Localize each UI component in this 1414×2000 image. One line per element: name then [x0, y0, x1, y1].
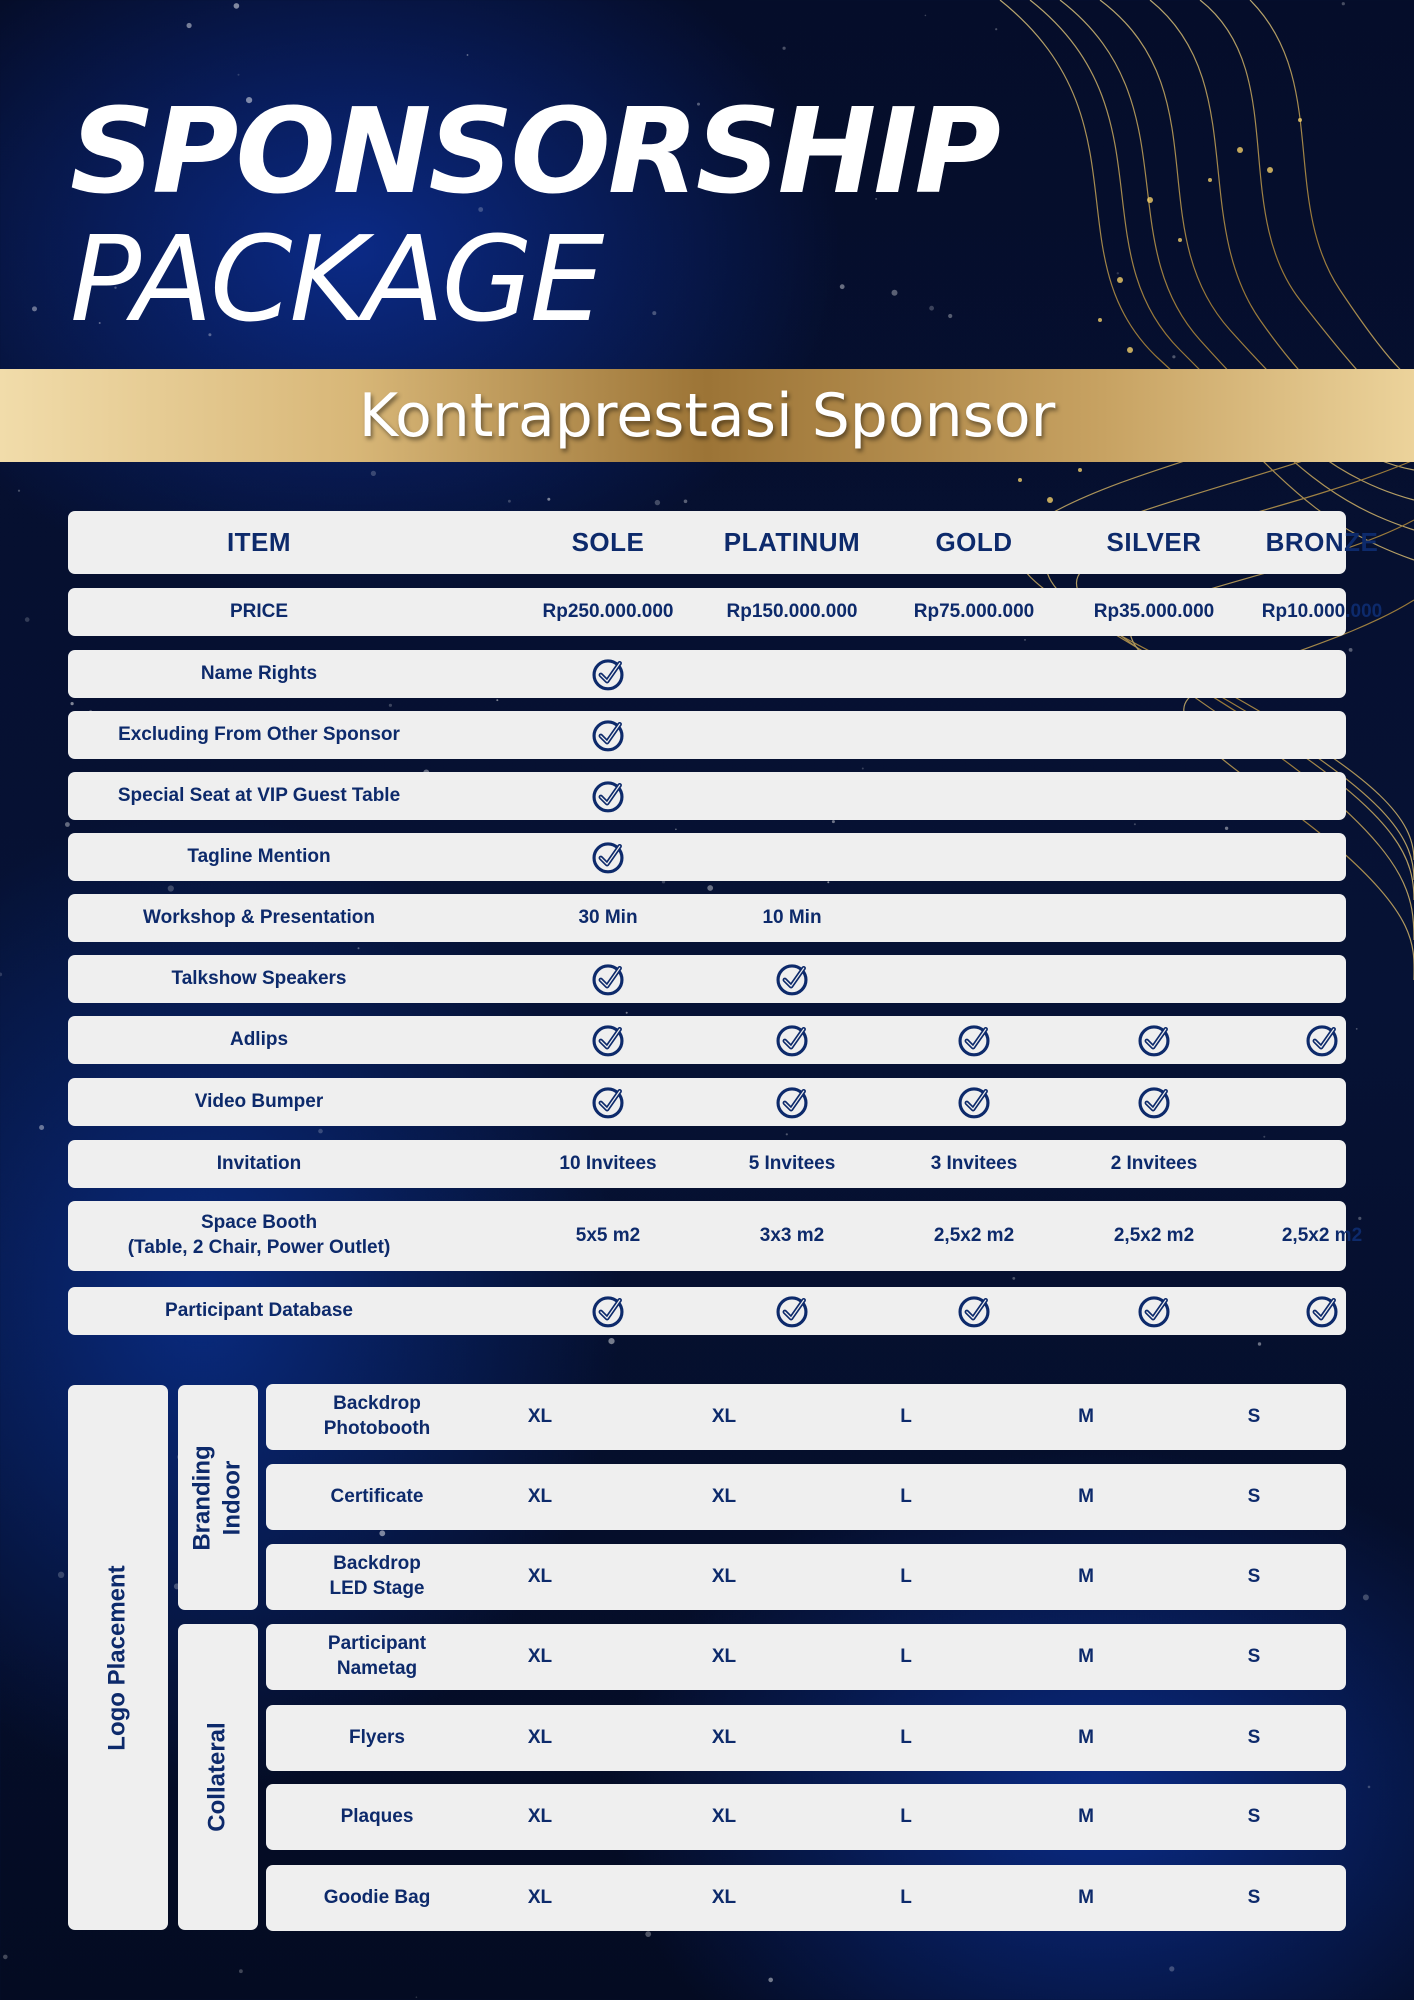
row-label: Workshop & Presentation	[143, 906, 375, 928]
bronze-check-cell	[1182, 1016, 1414, 1064]
platinum-size: XL	[711, 1565, 737, 1587]
table-row	[68, 1016, 1346, 1064]
gold-size: L	[900, 1886, 912, 1908]
sole-size: XL	[527, 1565, 553, 1587]
check-circle-icon	[1304, 1293, 1340, 1329]
silver-size: M	[1078, 1805, 1094, 1827]
collateral-label-box	[178, 1624, 258, 1930]
collateral-label: Collateral	[204, 1722, 231, 1832]
header-silver: SILVER	[1106, 526, 1202, 557]
silver-value: 2 Invitees	[1110, 1152, 1198, 1174]
table-row	[68, 1140, 1346, 1188]
section-banner	[0, 369, 1414, 462]
platinum-value: 5 Invitees	[748, 1152, 836, 1174]
table-row	[68, 1078, 1346, 1126]
space-booth-gold: 2,5x2 m2	[933, 1224, 1015, 1246]
space-booth-bronze: 2,5x2 m2	[1281, 1224, 1363, 1246]
price-sole: Rp250.000.000	[542, 600, 674, 622]
silver-size: M	[1078, 1485, 1094, 1507]
silver-size: M	[1078, 1565, 1094, 1587]
logo-placement-label: Logo Placement	[104, 1564, 131, 1751]
bronze-value	[1182, 1078, 1414, 1126]
bronze-size: S	[1247, 1485, 1261, 1507]
row-label-line1: Participant	[327, 1633, 427, 1655]
sole-size: XL	[527, 1886, 553, 1908]
bronze-value	[1182, 1140, 1414, 1188]
bronze-value	[1182, 833, 1414, 881]
check-circle-icon	[590, 1293, 626, 1329]
check-circle-icon	[956, 1293, 992, 1329]
check-circle-icon	[590, 778, 626, 814]
branding-indoor-label	[188, 1445, 248, 1550]
bronze-size: S	[1247, 1805, 1261, 1827]
header-sole: SOLE	[571, 526, 645, 557]
gold-size: L	[900, 1405, 912, 1427]
row-label-line1: Flyers	[349, 1726, 405, 1748]
bronze-size: S	[1247, 1726, 1261, 1748]
check-circle-icon	[1136, 1084, 1172, 1120]
branding-label-line2: Indoor	[219, 1460, 247, 1535]
row-label-line1: Goodie Bag	[323, 1886, 431, 1908]
check-circle-icon	[774, 1293, 810, 1329]
sole-value: 30 Min	[578, 906, 638, 928]
silver-size: M	[1078, 1405, 1094, 1427]
sole-size: XL	[527, 1805, 553, 1827]
check-circle-icon	[1136, 1293, 1172, 1329]
row-label: Invitation	[216, 1152, 302, 1174]
banner-title: Kontraprestasi Sponsor	[358, 380, 1056, 451]
page-title-line2: PACKAGE	[70, 210, 602, 348]
platinum-size: XL	[711, 1485, 737, 1507]
bronze-value	[1182, 894, 1414, 942]
bronze-size: S	[1247, 1565, 1261, 1587]
check-circle-icon	[1136, 1022, 1172, 1058]
check-circle-icon	[590, 1022, 626, 1058]
logo-placement-row	[266, 1464, 1346, 1530]
row-label: Participant Database	[165, 1299, 353, 1321]
space-booth-sole: 5x5 m2	[575, 1224, 641, 1246]
page-title-line1: SPONSORSHIP	[70, 82, 998, 220]
price-platinum: Rp150.000.000	[726, 600, 858, 622]
row-label-line1: Space Booth	[200, 1212, 318, 1234]
silver-size: M	[1078, 1886, 1094, 1908]
logo-placement-row	[266, 1624, 1346, 1690]
branding-label-line1: Branding	[189, 1444, 217, 1551]
check-circle-icon	[590, 839, 626, 875]
sole-size: XL	[527, 1726, 553, 1748]
row-label-line1: Certificate	[330, 1485, 424, 1507]
header-platinum: PLATINUM	[723, 526, 861, 557]
price-row	[68, 588, 1383, 636]
logo-placement-row	[266, 1544, 1346, 1610]
gold-size: L	[900, 1565, 912, 1587]
check-circle-icon	[590, 717, 626, 753]
check-circle-icon	[590, 1084, 626, 1120]
bronze-value	[1182, 650, 1414, 698]
platinum-size: XL	[711, 1886, 737, 1908]
check-circle-icon	[590, 961, 626, 997]
row-label-line2: Nametag	[336, 1658, 418, 1679]
check-circle-icon	[956, 1022, 992, 1058]
table-row	[68, 833, 1346, 881]
sole-size: XL	[527, 1405, 553, 1427]
platinum-size: XL	[711, 1645, 737, 1667]
logo-placement-row	[266, 1705, 1346, 1771]
logo-placement-row	[266, 1784, 1346, 1850]
gold-size: L	[900, 1805, 912, 1827]
logo-placement-row	[266, 1865, 1346, 1931]
table-row	[68, 711, 1346, 759]
platinum-size: XL	[711, 1805, 737, 1827]
logo-placement-label-box	[68, 1385, 168, 1930]
row-label: PRICE	[229, 600, 289, 622]
header-bronze: BRONZE	[1265, 526, 1379, 557]
space-booth-row	[68, 1201, 1363, 1271]
row-label	[68, 1201, 450, 1271]
row-label-line1: Backdrop	[333, 1553, 421, 1575]
gold-value: 3 Invitees	[930, 1152, 1018, 1174]
check-circle-icon	[590, 656, 626, 692]
participant-database-row	[68, 1287, 1346, 1335]
platinum-size: XL	[711, 1405, 737, 1427]
table-row	[68, 772, 1346, 820]
sole-size: XL	[527, 1485, 553, 1507]
sole-value: 10 Invitees	[559, 1152, 657, 1174]
silver-size: M	[1078, 1726, 1094, 1748]
bronze-size: S	[1247, 1405, 1261, 1427]
row-label-line2: Photobooth	[323, 1418, 431, 1439]
check-circle-icon	[774, 1022, 810, 1058]
row-label-line1: Backdrop	[333, 1393, 421, 1415]
row-label: Talkshow Speakers	[171, 967, 347, 989]
gold-size: L	[900, 1645, 912, 1667]
space-booth-platinum: 3x3 m2	[759, 1224, 825, 1246]
platinum-size: XL	[711, 1726, 737, 1748]
bronze-value	[1182, 955, 1414, 1003]
table-row	[68, 955, 1346, 1003]
row-label: Adlips	[229, 1028, 289, 1050]
silver-size: M	[1078, 1645, 1094, 1667]
price-bronze: Rp10.000.000	[1261, 600, 1383, 622]
logo-placement-row	[266, 1384, 1346, 1450]
price-gold: Rp75.000.000	[913, 600, 1035, 622]
gold-size: L	[900, 1485, 912, 1507]
branding-indoor-label-box	[178, 1385, 258, 1610]
bronze-value	[1182, 711, 1414, 759]
header-gold: GOLD	[935, 526, 1013, 557]
check-circle-icon	[956, 1084, 992, 1120]
table-row	[68, 894, 1346, 942]
row-label: Excluding From Other Sponsor	[118, 723, 400, 745]
check-circle-icon	[774, 1084, 810, 1120]
row-label: Video Bumper	[194, 1090, 324, 1112]
row-label: Name Rights	[200, 662, 318, 684]
sole-size: XL	[527, 1645, 553, 1667]
row-label-line2: LED Stage	[329, 1578, 425, 1599]
space-booth-silver: 2,5x2 m2	[1113, 1224, 1195, 1246]
pdb-bronze	[1182, 1287, 1414, 1335]
row-label-line1: Plaques	[340, 1805, 414, 1827]
table-row	[68, 650, 1346, 698]
row-label: Special Seat at VIP Guest Table	[117, 784, 401, 806]
header-item: ITEM	[226, 526, 292, 557]
bronze-value	[1182, 772, 1414, 820]
check-circle-icon	[774, 961, 810, 997]
price-silver: Rp35.000.000	[1093, 600, 1215, 622]
row-label-line2: (Table, 2 Chair, Power Outlet)	[127, 1237, 391, 1258]
bronze-size: S	[1247, 1645, 1261, 1667]
table-header-row	[68, 511, 1379, 574]
gold-size: L	[900, 1726, 912, 1748]
row-label: Tagline Mention	[187, 845, 331, 867]
platinum-value: 10 Min	[762, 906, 822, 928]
check-circle-icon	[1304, 1022, 1340, 1058]
bronze-size: S	[1247, 1886, 1261, 1908]
